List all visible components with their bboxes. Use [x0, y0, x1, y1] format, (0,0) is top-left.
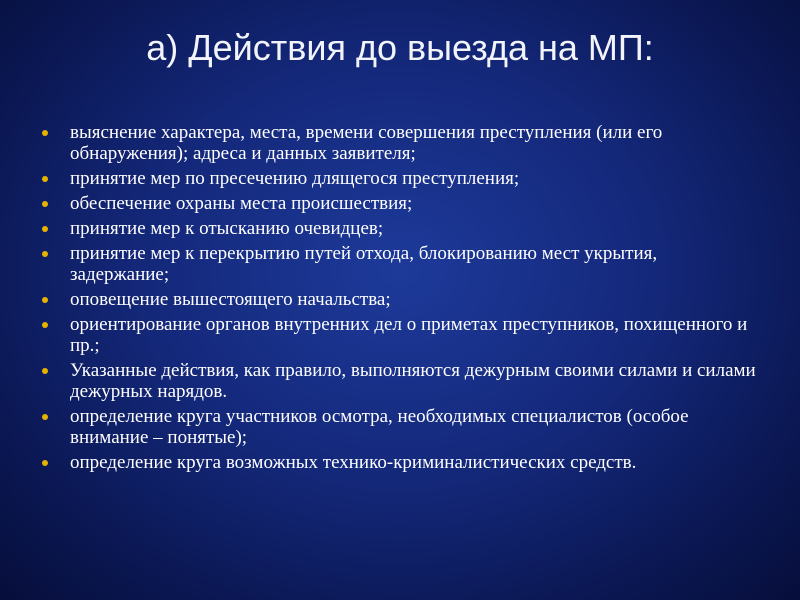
bullet-dot-icon	[42, 368, 48, 374]
bullet-item	[40, 360, 760, 402]
bullet-text: определение круга возможных технико-криминалистических средств.	[70, 452, 637, 473]
bullet-item	[40, 193, 760, 214]
bullet-dot-icon	[42, 322, 48, 328]
bullet-text: определение круга участников осмотра, необходимых специалистов (особое внимание – понятые);	[70, 406, 689, 448]
bullet-text: принятие мер по пресечению длящегося преступления;	[70, 168, 520, 189]
bullet-item	[40, 289, 760, 310]
bullet-item	[40, 122, 760, 164]
bullet-dot-icon	[42, 460, 48, 466]
bullet-item	[40, 168, 760, 189]
bullet-item	[40, 243, 760, 285]
bullet-item	[40, 406, 760, 448]
bullet-item	[40, 218, 760, 239]
bullet-dot-icon	[42, 414, 48, 420]
bullet-text: принятие мер к перекрытию путей отхода, блокированию мест укрытия, задержание;	[70, 243, 658, 285]
bullet-text: выяснение характера, места, времени совершения преступления (или его обнаружения); адреса и данных заявителя;	[70, 122, 663, 164]
bullet-dot-icon	[42, 201, 48, 207]
bullet-dot-icon	[42, 130, 48, 136]
bullet-dot-icon	[42, 251, 48, 257]
bullet-list	[40, 122, 760, 477]
bullet-item	[40, 314, 760, 356]
bullet-text: принятие мер к отысканию очевидцев;	[70, 218, 384, 239]
bullet-dot-icon	[42, 176, 48, 182]
bullet-text: ориентирование органов внутренних дел о приметах преступников, похищенного и пр.;	[70, 314, 748, 356]
slide-title: а) Действия до выезда на МП:	[146, 27, 654, 68]
bullet-item	[40, 452, 760, 473]
bullet-text: Указанные действия, как правило, выполняются дежурным своими силами и силами дежурных нарядов.	[70, 360, 756, 402]
bullet-text: оповещение вышестоящего начальства;	[70, 289, 391, 310]
bullet-dot-icon	[42, 226, 48, 232]
bullet-dot-icon	[42, 297, 48, 303]
bullet-text: обеспечение охраны места происшествия;	[70, 193, 413, 214]
